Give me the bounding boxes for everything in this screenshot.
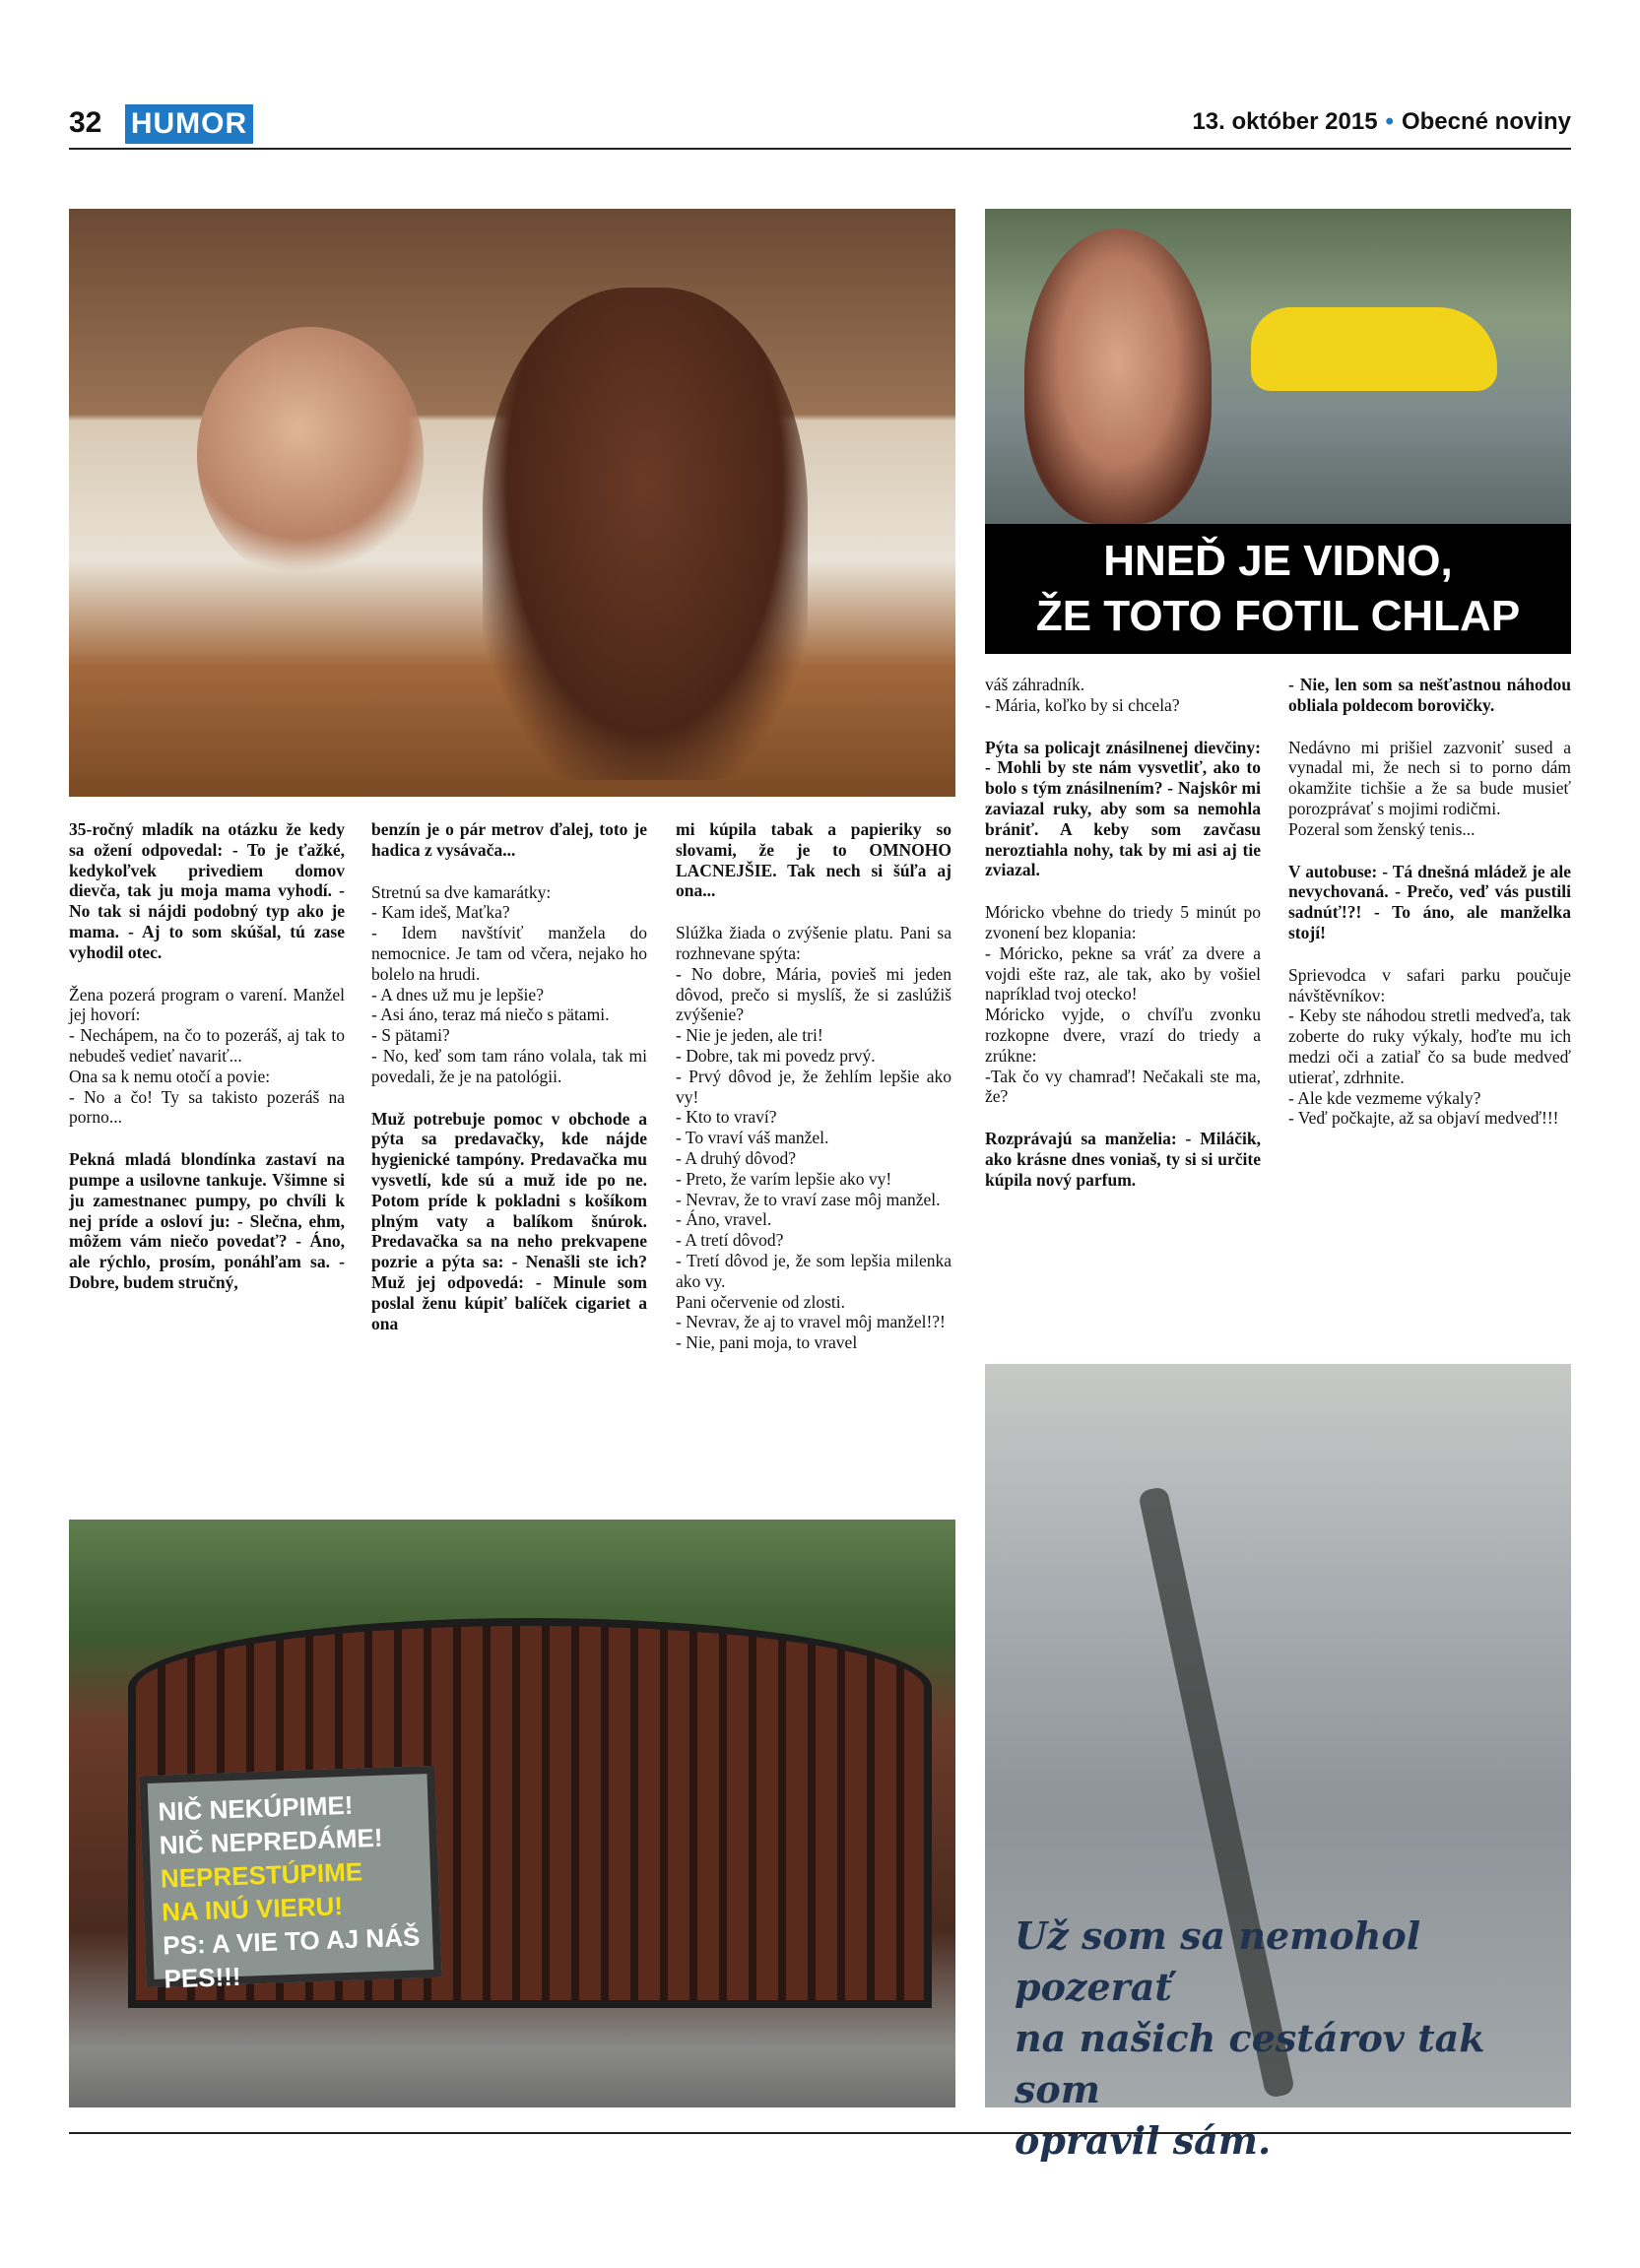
- text-line: Pani očervenie od zlosti.: [676, 1291, 846, 1312]
- joke-perfume: Rozprávajú sa manželia: - Miláčik, ako krásne dnes voniaš, ty si si určite kúpila nový parfum.: [985, 1129, 1261, 1190]
- road-caption-line2: na našich cestárov tak som: [1015, 2016, 1485, 2111]
- road-caption: [1015, 1911, 1546, 2167]
- text-line: - Nie je jeden, ale tri!: [676, 1025, 823, 1046]
- publication-name: Obecné noviny: [1401, 108, 1571, 135]
- road-caption-line1: Už som sa nemohol pozerať: [1015, 1913, 1421, 2009]
- gate-sign-line1: NIČ NEKÚPIME!: [158, 1789, 354, 1827]
- text-line: - Ale kde vezmeme výkaly?: [1288, 1087, 1481, 1108]
- text-column-2: [371, 819, 647, 1355]
- photo-dog-figure: [483, 288, 808, 780]
- text-line: - No dobre, Mária, povieš mi jeden dôvod, prečo si myslíš, že si zaslúžiš zvýšenie?: [676, 963, 951, 1025]
- text-line: - Móricko, pekne sa vráť za dvere a vojdi ešte raz, ale tak, ako by vošiel napríklad tvoj otecko!: [985, 942, 1261, 1004]
- text-line: - No, keď som tam ráno volala, tak mi povedali, že je na patológii.: [371, 1045, 647, 1086]
- photo-yellow-car: [1251, 307, 1497, 391]
- text-line: -Tak čo vy chamraď! Nečakali ste ma, že?: [985, 1066, 1261, 1107]
- text-line: - Nevrav, že to vraví zase môj manžel.: [676, 1189, 941, 1209]
- text-line: Pozeral som ženský tenis...: [1288, 818, 1476, 839]
- gate-sign-line2: NIČ NEPREDÁME!: [159, 1822, 383, 1860]
- photo-blurred-girl: [1024, 228, 1212, 524]
- issue-info: [1192, 108, 1571, 136]
- text-line: - Kto to vraví?: [676, 1107, 777, 1128]
- text-line: - Tretí dôvod je, že som lepšia milenka ako vy.: [676, 1250, 951, 1291]
- joke-maid-raise: [676, 923, 951, 1353]
- text-line: Nedávno mi prišiel zazvoniť sused a vynadal mi, že nech si to porno dám okamžite tichšie a že sa bude musieť porozprávať s mojimi rodičmi.: [1288, 737, 1571, 818]
- joke-cooking-show: [69, 985, 345, 1129]
- text-line: - A tretí dôvod?: [676, 1230, 784, 1251]
- meme-caption: [985, 524, 1571, 654]
- text-line: - No a čo! Ty sa takisto pozeráš na porno...: [69, 1086, 345, 1128]
- joke-hospital: [371, 882, 647, 1087]
- text-line: - Nevrav, že aj to vravel môj manžel!?!: [676, 1312, 946, 1332]
- gate-sign-plate: [139, 1766, 441, 1994]
- joke-bus: V autobuse: - Tá dnešná mládež je ale nevychovaná. - Prečo, veď vás pustili sadnúť!?! - To áno, ale manželka stojí!: [1288, 861, 1571, 942]
- joke-neighbor: [1288, 738, 1571, 840]
- text-line: Žena pozerá program o varení. Manžel jej hovorí:: [69, 984, 345, 1025]
- footer-rule: [69, 2132, 1571, 2134]
- joke-gas-station-end: benzín je o pár metrov ďalej, toto je hadica z vysávača...: [371, 819, 647, 860]
- joke-tampons: Muž potrebuje pomoc v obchode a pýta sa predavačky, kde nájde hygienické tampóny. Predavačka mu vysvetlí, kde sú a muž ide po ne. Potom príde k pokladni s košíkom plným vaty a balíkom šnúrok. Predavačka sa na neho prekvapene pozrie a pýta sa: - Nenašli ste ich? Muž jej odpovedá: - Minule som poslal ženu kúpiť balíček cigariet a ona: [371, 1108, 647, 1333]
- photo-repaired-road-crack: [985, 1364, 1571, 2163]
- text-line: - Dobre, tak mi povedz prvý.: [676, 1045, 876, 1066]
- text-line: Slúžka žiada o zvýšenie platu. Pani sa rozhnevane spýta:: [676, 923, 951, 963]
- text-line: - Mária, koľko by si chcela?: [985, 694, 1180, 715]
- text-line: - Prvý dôvod je, že žehlím lepšie ako vy!: [676, 1066, 951, 1107]
- text-line: váš záhradník.: [985, 675, 1085, 694]
- separator-dot: •: [1385, 108, 1394, 135]
- photo-man-figure: [197, 327, 424, 583]
- gate-sign-line5: PS: A VIE TO AJ NÁŠ: [162, 1921, 421, 1961]
- text-line: Ona sa k nemu otočí a povie:: [69, 1066, 271, 1086]
- text-column-4: [985, 675, 1261, 1212]
- gate-sign-line4: NA INÚ VIERU!: [161, 1891, 344, 1927]
- text-line: - S pätami?: [371, 1025, 450, 1046]
- text-line: - Áno, vravel.: [676, 1209, 772, 1230]
- text-line: - Asi áno, teraz má niečo s pätami.: [371, 1004, 610, 1025]
- text-line: Móricko vyjde, o chvíľu zvonku rozkopne dvere, vrazí do triedy a zrúkne:: [985, 1004, 1261, 1066]
- text-line: - Preto, že varím lepšie ako vy!: [676, 1168, 892, 1189]
- photo-man-kissing-dog-paw: [69, 209, 955, 797]
- text-column-1: [69, 819, 345, 1315]
- text-column-3: [676, 819, 951, 1375]
- text-line: - Kam ideš, Maťka?: [371, 902, 510, 923]
- issue-date: 13. október 2015: [1192, 108, 1378, 135]
- text-line: Sprievodca v safari parku poučuje návštěvníkov:: [1288, 964, 1571, 1005]
- photo-gate-sign: [69, 1520, 955, 2107]
- photo-girl-car-meme: [985, 209, 1571, 654]
- joke-tampons-end: mi kúpila tabak a papieriky so slovami, že je to OMNOHO LACNEJŠIE. Tak nech si šúľa aj ona...: [676, 819, 951, 901]
- gate-sign-line6: PES!!!: [164, 1961, 242, 1994]
- text-line: - A druhý dôvod?: [676, 1147, 797, 1168]
- text-line: - Idem navštíviť manžela do nemocnice. Je tam od včera, nejako ho bolelo na hrudi.: [371, 923, 647, 984]
- joke-perfume-end: - Nie, len som sa nešťastnou náhodou obliala poldecom borovičky.: [1288, 675, 1571, 715]
- section-label: HUMOR: [125, 104, 253, 144]
- text-column-5: [1288, 675, 1571, 1150]
- page-number: 32: [69, 106, 102, 139]
- header-rule: [69, 148, 1571, 150]
- text-line: - A dnes už mu je lepšie?: [371, 984, 544, 1004]
- text-line: - Nie, pani moja, to vravel: [676, 1332, 858, 1353]
- text-line: - Keby ste náhodou stretli medveďa, tak zoberte do ruky výkaly, hoďte mu ich medzi oči a zatiaľ čo sa bude medveď utierať, zdrhnite.: [1288, 1005, 1571, 1087]
- text-line: - To vraví váš manžel.: [676, 1128, 829, 1148]
- joke-moricko: [985, 902, 1261, 1107]
- text-line: - Nechápem, na čo to pozeráš, aj tak to nebudeš vedieť navariť...: [69, 1025, 345, 1066]
- text-line: Móricko vbehne do triedy 5 minút po zvonení bez klopania:: [985, 902, 1261, 942]
- road-caption-line3: opravil sám.: [1015, 2118, 1272, 2163]
- joke-gas-station: Pekná mladá blondínka zastaví na pumpe a usilovne tankuje. Všimne si ju zamestnanec pumpy, po chvíli k nej príde a osloví ju: - Slečna, ehm, môžem vám niečo povedať? - Áno, ale rýchlo, prosím, ponáhľam sa. - Dobre, budem stručný,: [69, 1149, 345, 1292]
- joke-marriage: 35-ročný mladík na otázku že kedy sa ožení odpovedal: - To je ťažké, kedykoľvek privediem domov dievča, tak ju moja mama vyhodí. - No tak si nájdi podobný typ ako je mama. - Aj to som skúšal, tú zase vyhodil otec.: [69, 819, 345, 962]
- joke-safari: [1288, 965, 1571, 1129]
- joke-policeman: Pýta sa policajt znásilnenej dievčiny: - Mohli by ste nám vysvetliť, ako to bolo s tým znásilnením? - Najskôr mi zaviazal ruky, aby som sa nemohla brániť. A keby som zavčasu neroztiahla nohy, tak by mi asi aj tie zviazal.: [985, 737, 1261, 880]
- text-line: - Veď počkajte, až sa objaví medveď!!!: [1288, 1108, 1559, 1129]
- meme-caption-line1: HNEĎ JE VIDNO,: [1103, 537, 1453, 585]
- meme-caption-line2: ŽE TOTO FOTIL CHLAP: [1035, 592, 1521, 640]
- gate-sign-line3: NEPRESTÚPIME: [160, 1856, 363, 1894]
- text-line: Stretnú sa dve kamarátky:: [371, 881, 552, 902]
- joke-maid-raise-end: [985, 675, 1261, 716]
